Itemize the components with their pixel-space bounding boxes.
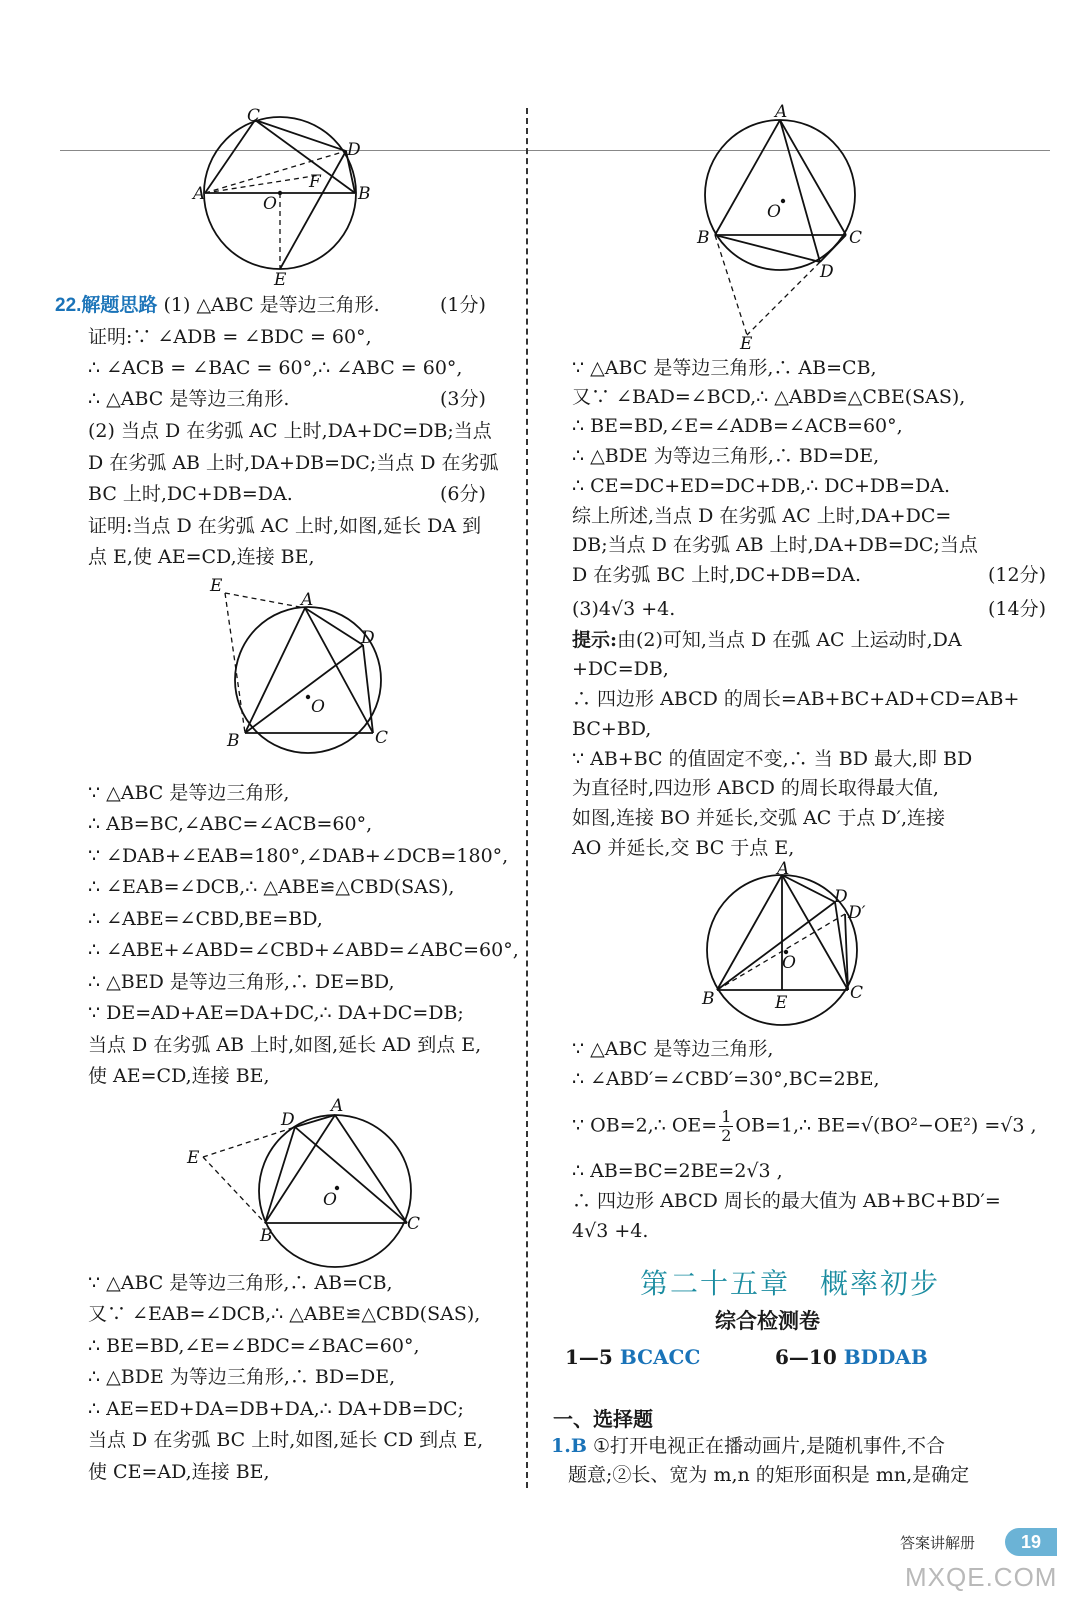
text-line: ∴ ∠ABD′=∠CBD′=30°,BC=2BE, bbox=[572, 1068, 880, 1090]
footer-label: 答案讲解册 bbox=[900, 1535, 976, 1552]
hint-label: 提示: bbox=[572, 629, 618, 651]
answer-range: 6—10 bbox=[775, 1345, 837, 1369]
text-line: BC 上时,DC+DB=DA. bbox=[88, 483, 293, 505]
fig5-label: O bbox=[782, 953, 796, 973]
fig4-label: C bbox=[849, 228, 863, 248]
fig5-label: A bbox=[777, 859, 790, 879]
text-line: ∴ BE=BD,∠E=∠ADB=∠ACB=60°, bbox=[572, 415, 903, 437]
text-line: ∴ ∠ACB = ∠BAC = 60°,∴ ∠ABC = 60°, bbox=[88, 357, 463, 379]
fig1-label: O bbox=[263, 194, 277, 214]
answer-key: BCACC bbox=[619, 1345, 701, 1369]
text-line: DB;当点 D 在劣弧 AB 上时,DA+DB=DC;当点 bbox=[572, 534, 978, 556]
fig4-label: D bbox=[820, 262, 834, 282]
hint-line bbox=[572, 627, 962, 653]
section-subtitle: 综合检测卷 bbox=[715, 1310, 820, 1333]
figure-circle-eadbc bbox=[205, 575, 395, 750]
text-line: 4√3 +4. bbox=[572, 1220, 649, 1242]
fig2-label: E bbox=[210, 576, 223, 596]
text-line: ∴ AB=BC=2BE=2√3 , bbox=[572, 1160, 783, 1182]
text-line: 又∵ ∠EAB=∠DCB,∴ △ABE≌△CBD(SAS), bbox=[88, 1303, 481, 1325]
fig1-label: B bbox=[358, 184, 371, 204]
text-line: D 在劣弧 AB 上时,DA+DB=DC;当点 D 在劣弧 bbox=[88, 452, 499, 474]
formula-prefix: ∵ OB=2,∴ OE= bbox=[572, 1114, 718, 1137]
text-line: ∵ AB+BC 的值固定不变,∴ 当 BD 最大,即 BD bbox=[572, 748, 973, 770]
section-heading: 一、选择题 bbox=[553, 1409, 653, 1431]
text-line: 证明:当点 D 在劣弧 AC 上时,如图,延长 DA 到 bbox=[88, 515, 482, 537]
text-line: ∴ △ABC 是等边三角形. bbox=[88, 388, 290, 410]
score: (3分) bbox=[440, 388, 486, 410]
score: (6分) bbox=[440, 483, 486, 505]
text-line: ∴ AE=ED+DA=DB+DA,∴ DA+DB=DC; bbox=[88, 1398, 464, 1420]
text-line: ∴ 四边形 ABCD 周长的最大值为 AB+BC+BD′= bbox=[572, 1190, 1001, 1212]
fig5-label: E bbox=[775, 993, 788, 1013]
figure-circle-aobcde bbox=[695, 102, 875, 354]
text-line: 如图,连接 BO 并延长,交弧 AC 于点 D′,连接 bbox=[572, 807, 946, 829]
text-line: ∴ △BED 是等边三角形,∴ DE=BD, bbox=[88, 971, 395, 993]
fig2-label: A bbox=[301, 590, 314, 610]
fig4-label: E bbox=[740, 334, 753, 354]
fig1-label: C bbox=[247, 106, 261, 126]
fig1-label: D bbox=[347, 140, 361, 160]
text-line: ∵ △ABC 是等边三角形,∴ AB=CB, bbox=[88, 1272, 393, 1294]
figure-circle-cdafbe bbox=[195, 105, 370, 290]
question-number: 1.B bbox=[551, 1435, 587, 1457]
text-line: (1) △ABC 是等边三角形. bbox=[163, 294, 380, 316]
text-line: AO 并延长,交 BC 于点 E, bbox=[572, 837, 795, 859]
answer-group-1 bbox=[565, 1345, 700, 1369]
text-line: ∴ ∠ABE=∠CBD,BE=BD, bbox=[88, 908, 323, 930]
text-line: ∴ △BDE 为等边三角形,∴ BD=DE, bbox=[88, 1366, 396, 1388]
fig4-label: A bbox=[775, 102, 788, 122]
text-line: 证明:∵ ∠ADB = ∠BDC = 60°, bbox=[88, 326, 372, 348]
text-line: ∴ ∠EAB=∠DCB,∴ △ABE≌△CBD(SAS), bbox=[88, 876, 455, 898]
fig3-label: D bbox=[281, 1110, 295, 1130]
text-line: ∵ ∠DAB+∠EAB=180°,∠DAB+∠DCB=180°, bbox=[88, 845, 509, 867]
explanation-line bbox=[551, 1435, 945, 1457]
figure-circle-daeobc bbox=[185, 1095, 425, 1265]
score: (14分) bbox=[988, 598, 1047, 620]
text-line: BC+BD, bbox=[572, 718, 652, 740]
text-line: (3)4√3 +4. bbox=[572, 598, 676, 620]
text-line: ∵ DE=AD+AE=DA+DC,∴ DA+DC=DB; bbox=[88, 1002, 464, 1024]
chapter-title: 第二十五章 概率初步 bbox=[640, 1268, 941, 1299]
text-line: D 在劣弧 BC 上时,DC+DB=DA. bbox=[572, 564, 862, 586]
fig3-label: O bbox=[323, 1190, 337, 1210]
answer-explanation bbox=[551, 1433, 945, 1459]
watermark: MXQE.COM bbox=[905, 1562, 1058, 1592]
fig5-label: C bbox=[850, 983, 864, 1003]
formula-line bbox=[572, 1108, 1037, 1145]
text-line: +DC=DB, bbox=[572, 658, 669, 680]
text-line: ∴ ∠ABE+∠ABD=∠CBD+∠ABD=∠ABC=60°, bbox=[88, 939, 519, 961]
fig4-label: B bbox=[697, 228, 710, 248]
text-line: 当点 D 在劣弧 AB 上时,如图,延长 AD 到点 E, bbox=[88, 1034, 482, 1056]
text-line: ∴ AB=BC,∠ABC=∠ACB=60°, bbox=[88, 813, 373, 835]
fig3-label: A bbox=[331, 1096, 344, 1116]
fig5-label: D bbox=[834, 887, 848, 907]
text-line: 为直径时,四边形 ABCD 的周长取得最大值, bbox=[572, 777, 939, 799]
text-line: 当点 D 在劣弧 BC 上时,如图,延长 CD 到点 E, bbox=[88, 1429, 484, 1451]
question-number: 22. bbox=[55, 295, 82, 316]
text-line: ∵ △ABC 是等边三角形, bbox=[572, 1038, 774, 1060]
text-line: 使 AE=CD,连接 BE, bbox=[88, 1065, 270, 1087]
score: (1分) bbox=[440, 294, 486, 316]
text-line: ∴ △BDE 为等边三角形,∴ BD=DE, bbox=[572, 445, 880, 467]
fig5-label: D′ bbox=[848, 903, 866, 923]
fig2-label: B bbox=[227, 731, 240, 751]
figure-circle-add-prime bbox=[690, 859, 880, 1022]
answer-key: BDDAB bbox=[843, 1345, 928, 1369]
text-line: 点 E,使 AE=CD,连接 BE, bbox=[88, 546, 315, 568]
column-divider bbox=[526, 108, 528, 1488]
fraction-denominator: 2 bbox=[721, 1126, 732, 1145]
fig2-label: C bbox=[375, 728, 389, 748]
text-line: ∴ CE=DC+ED=DC+DB,∴ DC+DB=DA. bbox=[572, 475, 951, 497]
text-line: (2) 当点 D 在劣弧 AC 上时,DA+DC=DB;当点 bbox=[88, 420, 492, 442]
answer-group-2 bbox=[775, 1345, 928, 1369]
text-line: 又∵ ∠BAD=∠BCD,∴ △ABD≌△CBE(SAS), bbox=[572, 386, 966, 408]
fig1-label: F bbox=[309, 172, 321, 192]
fig3-label: C bbox=[407, 1214, 421, 1234]
answer-range: 1—5 bbox=[565, 1345, 613, 1369]
text-line: ∵ △ABC 是等边三角形,∴ AB=CB, bbox=[572, 357, 877, 379]
fig4-label: O bbox=[767, 202, 781, 222]
question-22-header bbox=[55, 292, 380, 319]
fig1-label: E bbox=[274, 270, 287, 290]
text-line: 题意;②长、宽为 m,n 的矩形面积是 mn,是确定 bbox=[568, 1464, 970, 1486]
score: (12分) bbox=[988, 564, 1047, 586]
fig3-label: E bbox=[187, 1148, 200, 1168]
page-number: 19 bbox=[1005, 1528, 1057, 1556]
text-line: 使 CE=AD,连接 BE, bbox=[88, 1461, 270, 1483]
text-line: 综上所述,当点 D 在劣弧 AC 上时,DA+DC= bbox=[572, 505, 952, 527]
text-line: ∴ 四边形 ABCD 的周长=AB+BC+AD+CD=AB+ bbox=[572, 688, 1020, 710]
formula-suffix: OB=1,∴ BE=√(BO²−OE²) =√3 , bbox=[735, 1114, 1037, 1137]
text-line: ∴ BE=BD,∠E=∠BDC=∠BAC=60°, bbox=[88, 1335, 420, 1357]
fig1-label: A bbox=[193, 184, 206, 204]
text-line: ∵ △ABC 是等边三角形, bbox=[88, 782, 290, 804]
fig5-label: B bbox=[702, 989, 715, 1009]
fig3-label: B bbox=[260, 1226, 273, 1246]
fraction bbox=[719, 1108, 733, 1145]
question-label: 解题思路 bbox=[81, 295, 158, 316]
explanation-text: ①打开电视正在播动画片,是随机事件,不合 bbox=[586, 1435, 946, 1457]
fraction-numerator: 1 bbox=[721, 1107, 732, 1126]
hint-text: 由(2)可知,当点 D 在弧 AC 上运动时,DA bbox=[617, 629, 962, 651]
fig2-label: D bbox=[361, 628, 375, 648]
fig2-label: O bbox=[311, 697, 325, 717]
